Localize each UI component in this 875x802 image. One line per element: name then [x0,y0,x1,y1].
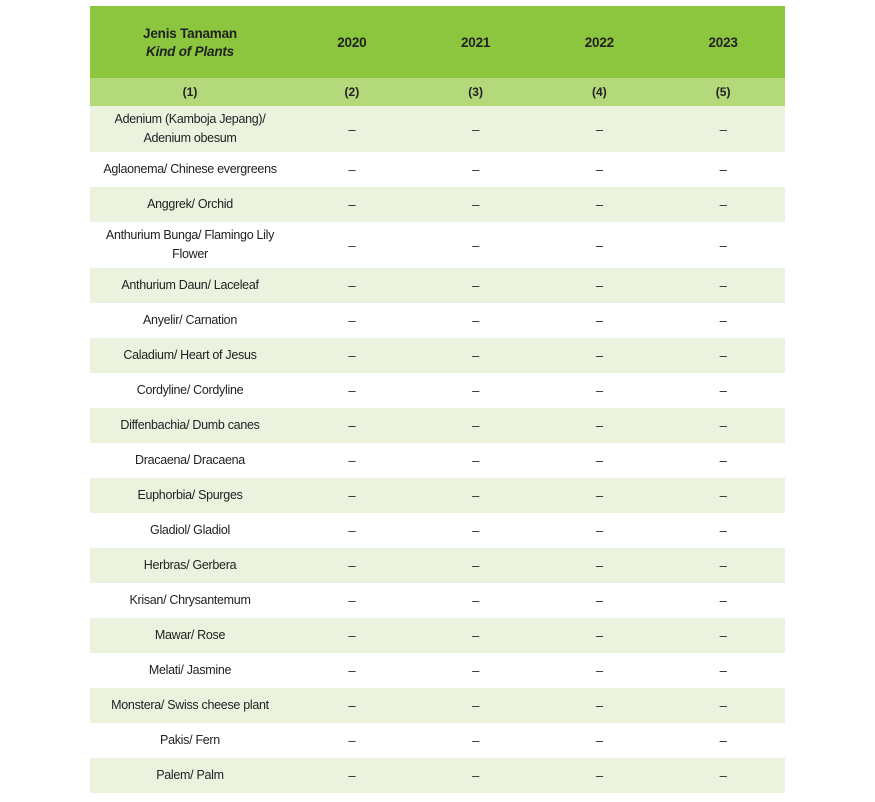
plant-name-cell: Mawar/ Rose [154,628,226,642]
value-cell-2021: – [472,197,480,212]
value-cell-2022: – [595,733,603,748]
plant-name-cell: Krisan/ Chrysantemum [129,593,251,607]
table-row [90,152,785,187]
value-cell-2023: – [719,523,727,538]
value-cell-2021: – [472,121,480,137]
value-cell-2021: – [472,558,480,573]
table-body [90,106,785,793]
value-cell-2021: – [472,237,480,253]
table-row [90,268,785,303]
table-row [90,222,785,268]
value-cell-2021: – [472,453,480,468]
plant-name-cell: Palem/ Palm [156,768,224,782]
table-row [90,478,785,513]
value-cell-2020: – [348,628,356,643]
plant-name-cell: Anggrek/ Orchid [147,197,233,211]
table-row [90,373,785,408]
column-number: (3) [468,85,483,99]
table-row [90,106,785,152]
value-cell-2023: – [719,162,727,177]
value-cell-2023: – [719,121,727,137]
table-row [90,758,785,793]
value-cell-2021: – [472,383,480,398]
value-cell-2020: – [348,278,356,293]
value-cell-2021: – [472,488,480,503]
plant-name-cell: Diffenbachia/ Dumb canes [120,418,260,432]
value-cell-2020: – [348,523,356,538]
value-cell-2020: – [348,383,356,398]
value-cell-2022: – [595,121,603,137]
header-year-2020: 2020 [337,34,367,50]
value-cell-2022: – [595,698,603,713]
value-cell-2023: – [719,453,727,468]
value-cell-2023: – [719,628,727,643]
value-cell-2022: – [595,523,603,538]
value-cell-2023: – [719,383,727,398]
column-number: (2) [344,85,360,99]
value-cell-2020: – [348,121,356,137]
value-cell-2022: – [595,348,603,363]
value-cell-2021: – [472,162,480,177]
column-number: (5) [715,85,731,99]
column-number: (1) [182,85,198,99]
value-cell-2021: – [472,628,480,643]
value-cell-2020: – [348,488,356,503]
table-row [90,548,785,583]
value-cell-2023: – [719,348,727,363]
value-cell-2020: – [348,237,356,253]
value-cell-2021: – [472,663,480,678]
value-cell-2021: – [472,278,480,293]
table-row [90,443,785,478]
table-row [90,583,785,618]
value-cell-2022: – [595,162,603,177]
value-cell-2020: – [348,558,356,573]
value-cell-2023: – [719,418,727,433]
plant-name-cell: Adenium (Kamboja Jepang)/ Adenium obesum [114,112,266,145]
header-year-2022: 2022 [584,34,614,50]
plant-name-cell: Anyelir/ Carnation [143,313,237,327]
value-cell-2021: – [472,523,480,538]
value-cell-2020: – [348,698,356,713]
column-number-row [90,78,785,106]
plant-name-cell: Euphorbia/ Spurges [137,488,243,502]
table-header [90,6,785,78]
plants-table [90,6,785,793]
value-cell-2022: – [595,663,603,678]
value-cell-2023: – [719,313,727,328]
value-cell-2022: – [595,383,603,398]
plant-name-cell: Gladiol/ Gladiol [150,523,230,537]
value-cell-2020: – [348,593,356,608]
value-cell-2022: – [595,453,603,468]
value-cell-2022: – [595,628,603,643]
table-row [90,513,785,548]
value-cell-2020: – [348,768,356,783]
value-cell-2020: – [348,453,356,468]
header-year-2021: 2021 [461,34,491,50]
table-row [90,723,785,758]
table-row [90,688,785,723]
value-cell-2022: – [595,197,603,212]
value-cell-2022: – [595,488,603,503]
plant-name-cell: Cordyline/ Cordyline [136,383,244,397]
header-kind-of-plants [90,6,290,78]
value-cell-2020: – [348,197,356,212]
plant-name-cell: Anthurium Daun/ Laceleaf [121,278,259,292]
header-label-en: Kind of Plants [146,44,234,59]
value-cell-2023: – [719,278,727,293]
value-cell-2020: – [348,348,356,363]
table-row [90,653,785,688]
table-row [90,618,785,653]
table-row [90,187,785,222]
value-cell-2023: – [719,698,727,713]
value-cell-2021: – [472,698,480,713]
value-cell-2020: – [348,418,356,433]
table-row [90,338,785,373]
plant-name-cell: Melati/ Jasmine [148,663,232,677]
header-label-id: Jenis Tanaman [143,26,237,41]
value-cell-2023: – [719,733,727,748]
table-row [90,303,785,338]
column-number: (4) [592,85,607,99]
table-row [90,408,785,443]
value-cell-2020: – [348,733,356,748]
value-cell-2021: – [472,313,480,328]
value-cell-2023: – [719,197,727,212]
value-cell-2023: – [719,488,727,503]
value-cell-2023: – [719,768,727,783]
value-cell-2020: – [348,313,356,328]
value-cell-2023: – [719,237,727,253]
plant-name-cell: Anthurium Bunga/ Flamingo Lily Flower [105,228,275,261]
value-cell-2022: – [595,237,603,253]
header-year-2023: 2023 [708,34,738,50]
value-cell-2021: – [472,733,480,748]
value-cell-2022: – [595,278,603,293]
value-cell-2022: – [595,313,603,328]
plant-name-cell: Dracaena/ Dracaena [135,453,245,467]
value-cell-2022: – [595,558,603,573]
plant-name-cell: Herbras/ Gerbera [143,558,237,572]
value-cell-2021: – [472,348,480,363]
value-cell-2022: – [595,768,603,783]
value-cell-2020: – [348,663,356,678]
value-cell-2022: – [595,593,603,608]
plant-name-cell: Caladium/ Heart of Jesus [123,348,257,362]
value-cell-2021: – [472,593,480,608]
value-cell-2023: – [719,558,727,573]
value-cell-2020: – [348,162,356,177]
plant-name-cell: Aglaonema/ Chinese evergreens [103,162,277,176]
value-cell-2021: – [472,418,480,433]
value-cell-2023: – [719,663,727,678]
value-cell-2022: – [595,418,603,433]
plant-name-cell: Monstera/ Swiss cheese plant [111,698,269,712]
value-cell-2023: – [719,593,727,608]
value-cell-2021: – [472,768,480,783]
plant-name-cell: Pakis/ Fern [160,733,220,747]
